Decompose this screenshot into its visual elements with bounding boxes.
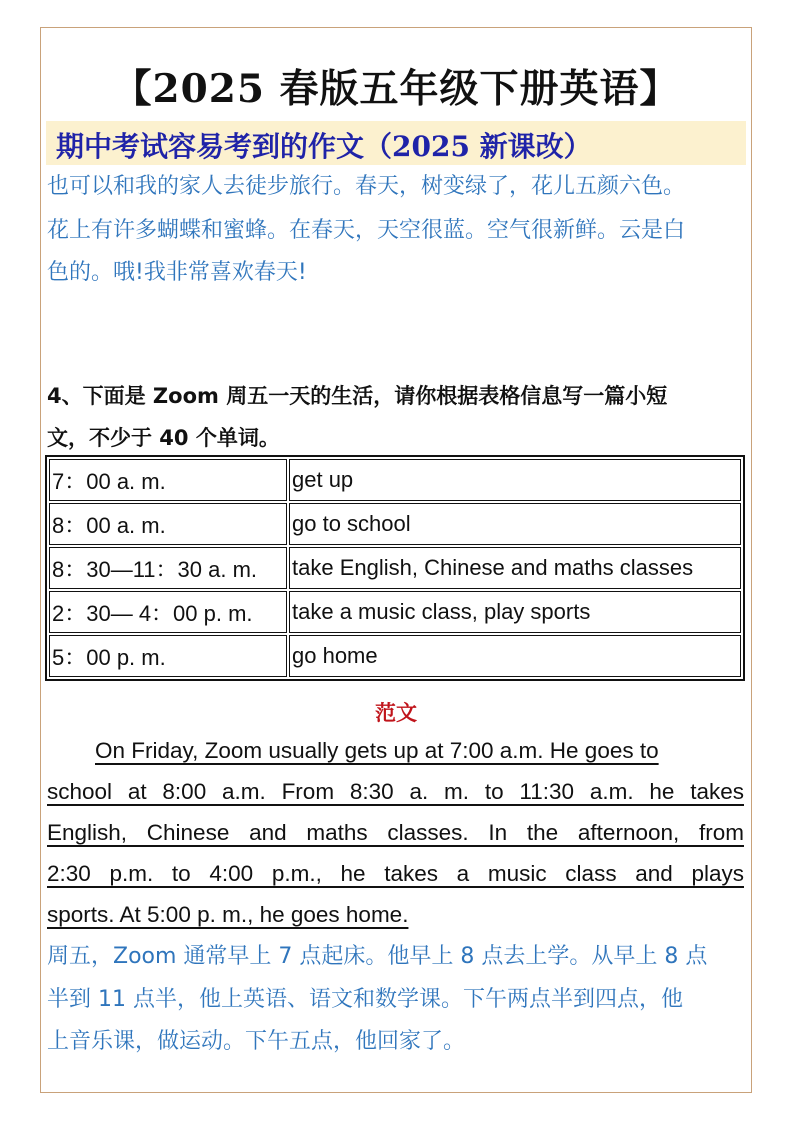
schedule-table xyxy=(45,455,745,681)
time-cell: 2：30— 4：00 p. m. xyxy=(49,591,287,633)
model-essay-heading: 范文 xyxy=(375,701,417,725)
activity-cell: take English, Chinese and maths classes xyxy=(289,547,741,589)
translation-line: 上音乐课，做运动。下午五点，他回家了。 xyxy=(47,1029,466,1054)
question-line: 4、下面是 Zoom 周五一天的生活，请你根据表格信息写一篇小短 xyxy=(47,384,668,408)
essay-line: school at 8:00 a.m. From 8:30 a. m. to 11:30 a.m. he takes xyxy=(47,779,744,804)
table-row xyxy=(49,591,741,633)
subtitle-banner xyxy=(46,121,746,165)
page-title: 【2025 春版五年级下册英语】 xyxy=(112,66,680,112)
table-row xyxy=(49,547,741,589)
essay-line: 2:30 p.m. to 4:00 p.m., he takes a music class and plays xyxy=(47,861,744,886)
time-cell: 8：30—11：30 a. m. xyxy=(49,547,287,589)
time-cell: 5：00 p. m. xyxy=(49,635,287,677)
activity-cell: take a music class, play sports xyxy=(289,591,741,633)
essay-line: On Friday, Zoom usually gets up at 7:00 a.m. He goes to xyxy=(95,738,659,763)
essay-line: English, Chinese and maths classes. In the afternoon, from xyxy=(47,820,744,845)
subtitle-text: 期中考试容易考到的作文（2025 新课改） xyxy=(56,130,592,163)
question-line: 文，不少于 40 个单词。 xyxy=(47,426,280,450)
prev-translation-line: 色的。哦!我非常喜欢春天! xyxy=(47,260,307,285)
table-row xyxy=(49,459,741,501)
activity-cell: go home xyxy=(289,635,741,677)
essay-line: sports. At 5:00 p. m., he goes home. xyxy=(47,902,409,927)
prev-translation-line: 花上有许多蝴蝶和蜜蜂。在春天，天空很蓝。空气很新鲜。云是白 xyxy=(47,218,686,243)
prev-translation-line: 也可以和我的家人去徒步旅行。春天，树变绿了，花儿五颜六色。 xyxy=(47,174,686,199)
translation-line: 半到 11 点半，他上英语、语文和数学课。下午两点半到四点，他 xyxy=(47,987,683,1012)
time-cell: 8：00 a. m. xyxy=(49,503,287,545)
activity-cell: get up xyxy=(289,459,741,501)
activity-cell: go to school xyxy=(289,503,741,545)
table-row xyxy=(49,503,741,545)
table-row xyxy=(49,635,741,677)
time-cell: 7：00 a. m. xyxy=(49,459,287,501)
translation-line: 周五，Zoom 通常早上 7 点起床。他早上 8 点去上学。从早上 8 点 xyxy=(47,944,708,969)
